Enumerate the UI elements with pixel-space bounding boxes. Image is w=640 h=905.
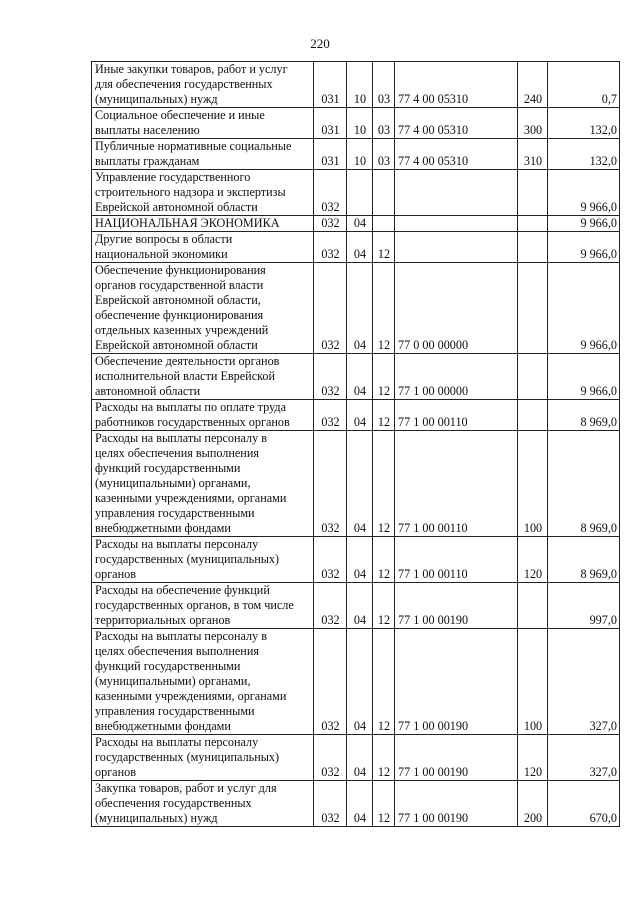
row-name-line: работников государственных органов: [95, 415, 290, 429]
row-name-cell: [92, 108, 314, 139]
amount-cell: 132,0: [548, 139, 620, 170]
amount-cell: 8 969,0: [548, 537, 620, 583]
section-code-cell: 04: [347, 354, 373, 400]
row-name-line: строительного надзора и экспертизы: [95, 185, 286, 199]
ministry-code-cell: 032: [314, 537, 347, 583]
expense-type-code-cell: 100: [518, 431, 548, 537]
budget-table-body: [92, 62, 620, 827]
subsection-code-cell: 12: [373, 781, 395, 827]
target-item-code-cell: 77 4 00 05310: [395, 62, 518, 108]
target-item-code-cell: 77 1 00 00110: [395, 400, 518, 431]
row-name-line: Обеспечение функционирования: [95, 263, 266, 277]
subsection-code-cell: 12: [373, 537, 395, 583]
expense-type-code-cell: 120: [518, 735, 548, 781]
row-name-line: выплаты населению: [95, 123, 200, 137]
row-name-line: (муниципальных) нужд: [95, 92, 218, 106]
row-name-line: внебюджетными фондами: [95, 521, 231, 535]
row-name-line: отдельных казенных учреждений: [95, 323, 269, 337]
table-row: [92, 781, 620, 827]
ministry-code-cell: 032: [314, 735, 347, 781]
row-name-cell: [92, 170, 314, 216]
target-item-code-cell: 77 1 00 00190: [395, 629, 518, 735]
target-item-code-cell: 77 1 00 00190: [395, 735, 518, 781]
row-name-line: Расходы на выплаты персоналу в: [95, 629, 267, 643]
subsection-code-cell: [373, 216, 395, 232]
section-code-cell: 04: [347, 431, 373, 537]
row-name-line: Иные закупки товаров, работ и услуг: [95, 62, 288, 76]
row-name-cell: [92, 629, 314, 735]
row-name-line: Публичные нормативные социальные: [95, 139, 292, 153]
row-name-cell: [92, 583, 314, 629]
ministry-code-cell: 032: [314, 583, 347, 629]
table-row: [92, 629, 620, 735]
expense-type-code-cell: [518, 583, 548, 629]
row-name-line: функций государственными: [95, 659, 241, 673]
row-name-line: Еврейской автономной области: [95, 338, 258, 352]
target-item-code-cell: 77 1 00 00000: [395, 354, 518, 400]
row-name-cell: [92, 62, 314, 108]
row-name-cell: [92, 431, 314, 537]
row-name-line: территориальных органов: [95, 613, 231, 627]
row-name-line: Расходы на выплаты персоналу: [95, 537, 259, 551]
subsection-code-cell: 12: [373, 400, 395, 431]
table-row: [92, 431, 620, 537]
section-code-cell: 04: [347, 216, 373, 232]
target-item-code-cell: 77 4 00 05310: [395, 108, 518, 139]
subsection-code-cell: 12: [373, 735, 395, 781]
row-name-line: (муниципальными) органами,: [95, 674, 251, 688]
table-row: [92, 62, 620, 108]
row-name-cell: [92, 139, 314, 170]
row-name-line: государственных (муниципальных): [95, 750, 280, 764]
row-name-line: управления государственными: [95, 506, 255, 520]
table-row: [92, 400, 620, 431]
expense-type-code-cell: 120: [518, 537, 548, 583]
target-item-code-cell: [395, 232, 518, 263]
row-name-line: казенными учреждениями, органами: [95, 491, 287, 505]
subsection-code-cell: 12: [373, 583, 395, 629]
amount-cell: 9 966,0: [548, 216, 620, 232]
row-name-line: органов: [95, 765, 136, 779]
section-code-cell: 04: [347, 781, 373, 827]
subsection-code-cell: 12: [373, 431, 395, 537]
table-row: [92, 263, 620, 354]
table-row: [92, 232, 620, 263]
section-code-cell: 04: [347, 400, 373, 431]
section-code-cell: 04: [347, 537, 373, 583]
amount-cell: 9 966,0: [548, 232, 620, 263]
row-name-line: автономной области: [95, 384, 201, 398]
table-row: [92, 354, 620, 400]
table-row: [92, 537, 620, 583]
subsection-code-cell: 12: [373, 232, 395, 263]
table-row: [92, 139, 620, 170]
row-name-cell: [92, 735, 314, 781]
row-name-cell: [92, 232, 314, 263]
expense-type-code-cell: [518, 216, 548, 232]
row-name-line: внебюджетными фондами: [95, 719, 231, 733]
table-row: [92, 735, 620, 781]
table-row: [92, 583, 620, 629]
ministry-code-cell: 031: [314, 139, 347, 170]
row-name-line: органов: [95, 567, 136, 581]
row-name-line: (муниципальными) органами,: [95, 476, 251, 490]
row-name-cell: [92, 781, 314, 827]
target-item-code-cell: 77 1 00 00110: [395, 537, 518, 583]
section-code-cell: 04: [347, 263, 373, 354]
table-row: [92, 108, 620, 139]
row-name-line: государственных (муниципальных): [95, 552, 280, 566]
amount-cell: 327,0: [548, 735, 620, 781]
subsection-code-cell: 03: [373, 62, 395, 108]
expense-type-code-cell: [518, 354, 548, 400]
subsection-code-cell: 12: [373, 263, 395, 354]
section-code-cell: 04: [347, 735, 373, 781]
section-code-cell: 10: [347, 108, 373, 139]
amount-cell: 0,7: [548, 62, 620, 108]
section-code-cell: 04: [347, 583, 373, 629]
row-name-line: Расходы на выплаты персоналу: [95, 735, 259, 749]
target-item-code-cell: 77 0 00 00000: [395, 263, 518, 354]
target-item-code-cell: 77 4 00 05310: [395, 139, 518, 170]
amount-cell: 997,0: [548, 583, 620, 629]
row-name-line: целях обеспечения выполнения: [95, 644, 259, 658]
section-code-cell: 04: [347, 232, 373, 263]
expense-type-code-cell: 310: [518, 139, 548, 170]
ministry-code-cell: 032: [314, 263, 347, 354]
row-name-cell: [92, 263, 314, 354]
ministry-code-cell: 032: [314, 232, 347, 263]
amount-cell: 132,0: [548, 108, 620, 139]
row-name-line: Расходы на выплаты по оплате труда: [95, 400, 287, 414]
row-name-line: Другие вопросы в области: [95, 232, 233, 246]
page-number: 220: [310, 36, 330, 51]
row-name-line: обеспечение функционирования: [95, 308, 264, 322]
row-name-line: Еврейской автономной области: [95, 200, 258, 214]
row-name-line: Обеспечение деятельности органов: [95, 354, 280, 368]
ministry-code-cell: 031: [314, 62, 347, 108]
section-code-cell: 10: [347, 62, 373, 108]
table-row: [92, 170, 620, 216]
row-name-line: управления государственными: [95, 704, 255, 718]
amount-cell: 9 966,0: [548, 170, 620, 216]
row-name-line: выплаты гражданам: [95, 154, 200, 168]
expense-type-code-cell: [518, 232, 548, 263]
expense-type-code-cell: [518, 170, 548, 216]
amount-cell: 9 966,0: [548, 354, 620, 400]
row-name-line: Расходы на обеспечение функций: [95, 583, 270, 597]
row-name-line: Расходы на выплаты персоналу в: [95, 431, 267, 445]
row-name-line: НАЦИОНАЛЬНАЯ ЭКОНОМИКА: [95, 216, 280, 230]
expense-type-code-cell: [518, 263, 548, 354]
amount-cell: 9 966,0: [548, 263, 620, 354]
target-item-code-cell: 77 1 00 00190: [395, 583, 518, 629]
section-code-cell: 04: [347, 629, 373, 735]
expense-type-code-cell: 200: [518, 781, 548, 827]
ministry-code-cell: 032: [314, 431, 347, 537]
row-name-line: государственных органов, в том числе: [95, 598, 294, 612]
ministry-code-cell: 032: [314, 781, 347, 827]
amount-cell: 8 969,0: [548, 400, 620, 431]
ministry-code-cell: 032: [314, 216, 347, 232]
row-name-line: казенными учреждениями, органами: [95, 689, 287, 703]
row-name-cell: [92, 216, 314, 232]
amount-cell: 327,0: [548, 629, 620, 735]
amount-cell: 8 969,0: [548, 431, 620, 537]
row-name-cell: [92, 354, 314, 400]
row-name-line: для обеспечения государственных: [95, 77, 273, 91]
budget-table: [91, 61, 620, 827]
table-row: [92, 216, 620, 232]
target-item-code-cell: 77 1 00 00110: [395, 431, 518, 537]
row-name-line: обеспечения государственных: [95, 796, 252, 810]
expense-type-code-cell: [518, 400, 548, 431]
row-name-line: Закупка товаров, работ и услуг для: [95, 781, 277, 795]
subsection-code-cell: 03: [373, 139, 395, 170]
ministry-code-cell: 032: [314, 354, 347, 400]
subsection-code-cell: 12: [373, 629, 395, 735]
row-name-line: Социальное обеспечение и иные: [95, 108, 265, 122]
amount-cell: 670,0: [548, 781, 620, 827]
subsection-code-cell: 12: [373, 354, 395, 400]
ministry-code-cell: 032: [314, 400, 347, 431]
expense-type-code-cell: 100: [518, 629, 548, 735]
ministry-code-cell: 032: [314, 170, 347, 216]
row-name-line: национальной экономики: [95, 247, 228, 261]
expense-type-code-cell: 300: [518, 108, 548, 139]
target-item-code-cell: [395, 216, 518, 232]
target-item-code-cell: 77 1 00 00190: [395, 781, 518, 827]
row-name-line: целях обеспечения выполнения: [95, 446, 259, 460]
row-name-line: Управление государственного: [95, 170, 251, 184]
row-name-line: Еврейской автономной области,: [95, 293, 261, 307]
row-name-cell: [92, 400, 314, 431]
row-name-line: исполнительной власти Еврейской: [95, 369, 276, 383]
section-code-cell: 10: [347, 139, 373, 170]
ministry-code-cell: 032: [314, 629, 347, 735]
expense-type-code-cell: 240: [518, 62, 548, 108]
row-name-cell: [92, 537, 314, 583]
section-code-cell: [347, 170, 373, 216]
ministry-code-cell: 031: [314, 108, 347, 139]
row-name-line: (муниципальных) нужд: [95, 811, 218, 825]
target-item-code-cell: [395, 170, 518, 216]
subsection-code-cell: 03: [373, 108, 395, 139]
row-name-line: функций государственными: [95, 461, 241, 475]
row-name-line: органов государственной власти: [95, 278, 264, 292]
subsection-code-cell: [373, 170, 395, 216]
